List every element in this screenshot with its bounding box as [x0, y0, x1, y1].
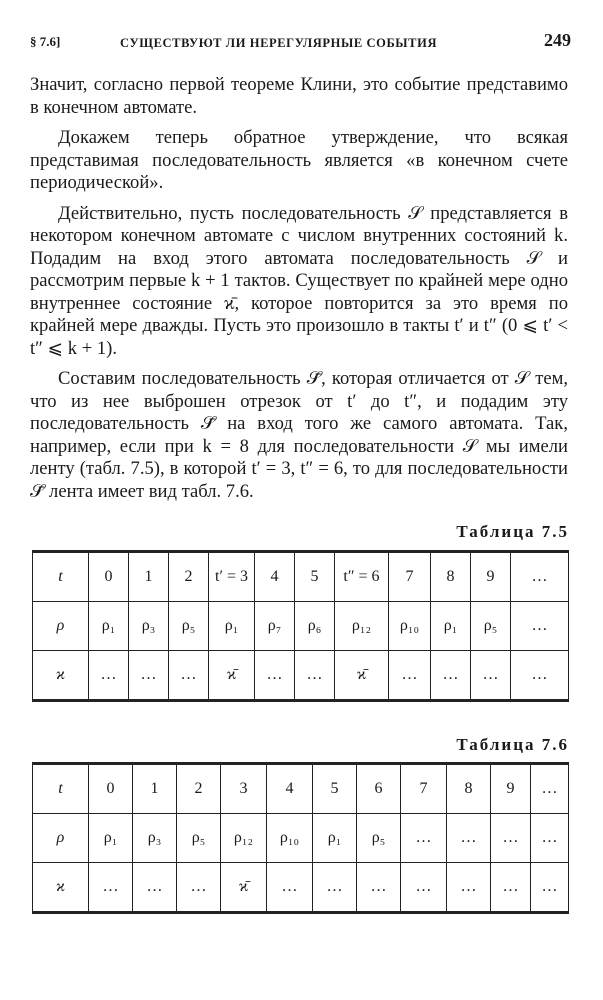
page-header	[30, 30, 571, 54]
paragraph-2: Докажем теперь обратное утверждение, что всякая представимая последовательность является «в конечном счете периодической».	[30, 127, 568, 193]
table-cell: 4	[255, 552, 295, 602]
section-number: § 7.6]	[30, 34, 61, 49]
table-cell: 9	[491, 764, 531, 814]
paragraph-4: Составим последовательность 𝒮̄, которая отличается от 𝒮 тем, что из нее выброшен отрезок от t′ до t″, и подадим эту последовательность 𝒮̄ на вход того же самого автомата. Так, например, если при k = 8 для последовательности 𝒮 мы имели ленту (табл. 7.5), в которой t′ = 3, t″ = 6, то для последовательности 𝒮̄ лента имеет вид табл. 7.6.	[30, 368, 568, 502]
table-7-5-caption: Таблица 7.5	[456, 522, 569, 541]
table-cell: …	[255, 651, 295, 701]
table-cell: 2	[177, 764, 221, 814]
table-cell: ρ₅	[471, 602, 511, 651]
table-cell: ρ₇	[255, 602, 295, 651]
table-cell: ρ₁₀	[389, 602, 431, 651]
table-cell: ρ₃	[129, 602, 169, 651]
table-cell: ρ₆	[295, 602, 335, 651]
table-cell: ρ₁₂	[335, 602, 389, 651]
table-cell: ϰ̄	[209, 651, 255, 701]
table-cell: 1	[133, 764, 177, 814]
table-row	[33, 602, 569, 651]
table-cell: …	[401, 814, 447, 863]
table-cell: 5	[313, 764, 357, 814]
paragraph-3: Действительно, пусть последовательность 𝒮 представляется в некотором конечном автомате с числом внутренних состояний k. Подадим на вход этого автомата последовательность 𝒮 и рассмотрим первые k + 1 тактов. Существует по крайней мере одно внутреннее состояние ϰ̄, которое повторится за это время по крайней мере дважды. Пусть это произошло в такты t′ и t″ (0 ⩽ t′ < t″ ⩽ k + 1).	[30, 202, 568, 359]
table-cell: …	[89, 863, 133, 913]
table-row	[33, 764, 569, 814]
table-cell: ρ₁	[89, 602, 129, 651]
table-cell: …	[357, 863, 401, 913]
table-cell: …	[531, 814, 569, 863]
table-cell: …	[491, 863, 531, 913]
table-cell: ρ₁	[431, 602, 471, 651]
table-cell: ϰ	[33, 863, 89, 913]
table-cell: ρ₅	[169, 602, 209, 651]
table-cell: 8	[447, 764, 491, 814]
table-cell: 0	[89, 764, 133, 814]
table-row	[33, 552, 569, 602]
table-cell: 5	[295, 552, 335, 602]
table-cell: 2	[169, 552, 209, 602]
table-cell: 1	[129, 552, 169, 602]
table-cell: …	[133, 863, 177, 913]
table-7-5	[32, 550, 569, 702]
table-cell: 7	[389, 552, 431, 602]
table-7-6-caption: Таблица 7.6	[456, 735, 569, 754]
table-cell: …	[511, 552, 569, 602]
table-cell: ρ₃	[133, 814, 177, 863]
table-cell: …	[313, 863, 357, 913]
body-text	[30, 74, 568, 511]
table-7-6	[32, 762, 569, 914]
table-cell: ρ₁₀	[267, 814, 313, 863]
table-cell: 3	[221, 764, 267, 814]
table-cell: 7	[401, 764, 447, 814]
table-cell: …	[401, 863, 447, 913]
table-cell: ϰ	[33, 651, 89, 701]
table-cell: ρ₁	[89, 814, 133, 863]
table-cell: ρ₅	[357, 814, 401, 863]
table-cell: t′ = 3	[209, 552, 255, 602]
table-cell: 9	[471, 552, 511, 602]
table-cell: ρ₁	[209, 602, 255, 651]
table-cell: …	[511, 651, 569, 701]
table-cell: …	[431, 651, 471, 701]
table-cell: …	[447, 814, 491, 863]
table-cell: …	[471, 651, 511, 701]
table-cell: t	[33, 764, 89, 814]
table-cell: 6	[357, 764, 401, 814]
table-cell: …	[389, 651, 431, 701]
page-number: 249	[544, 30, 571, 50]
running-title: СУЩЕСТВУЮТ ЛИ НЕРЕГУЛЯРНЫЕ СОБЫТИЯ	[120, 36, 438, 50]
table-cell: …	[491, 814, 531, 863]
table-cell: …	[267, 863, 313, 913]
table-cell: t″ = 6	[335, 552, 389, 602]
table-cell: …	[531, 764, 569, 814]
table-row	[33, 814, 569, 863]
table-cell: …	[177, 863, 221, 913]
table-row	[33, 863, 569, 913]
table-cell: …	[447, 863, 491, 913]
table-cell: ρ₁₂	[221, 814, 267, 863]
table-cell: 4	[267, 764, 313, 814]
table-cell: ϰ̄	[335, 651, 389, 701]
table-cell: ρ	[33, 602, 89, 651]
table-cell: …	[295, 651, 335, 701]
table-cell: …	[531, 863, 569, 913]
table-cell: ϰ̄	[221, 863, 267, 913]
table-row	[33, 651, 569, 701]
table-cell: 0	[89, 552, 129, 602]
table-cell: …	[89, 651, 129, 701]
table-cell: …	[129, 651, 169, 701]
table-cell: t	[33, 552, 89, 602]
table-cell: 8	[431, 552, 471, 602]
table-cell: …	[169, 651, 209, 701]
table-cell: ρ₅	[177, 814, 221, 863]
table-cell: …	[511, 602, 569, 651]
table-cell: ρ₁	[313, 814, 357, 863]
table-cell: ρ	[33, 814, 89, 863]
paragraph-1: Значит, согласно первой теореме Клини, это событие представимо в конечном автомате.	[30, 74, 568, 118]
